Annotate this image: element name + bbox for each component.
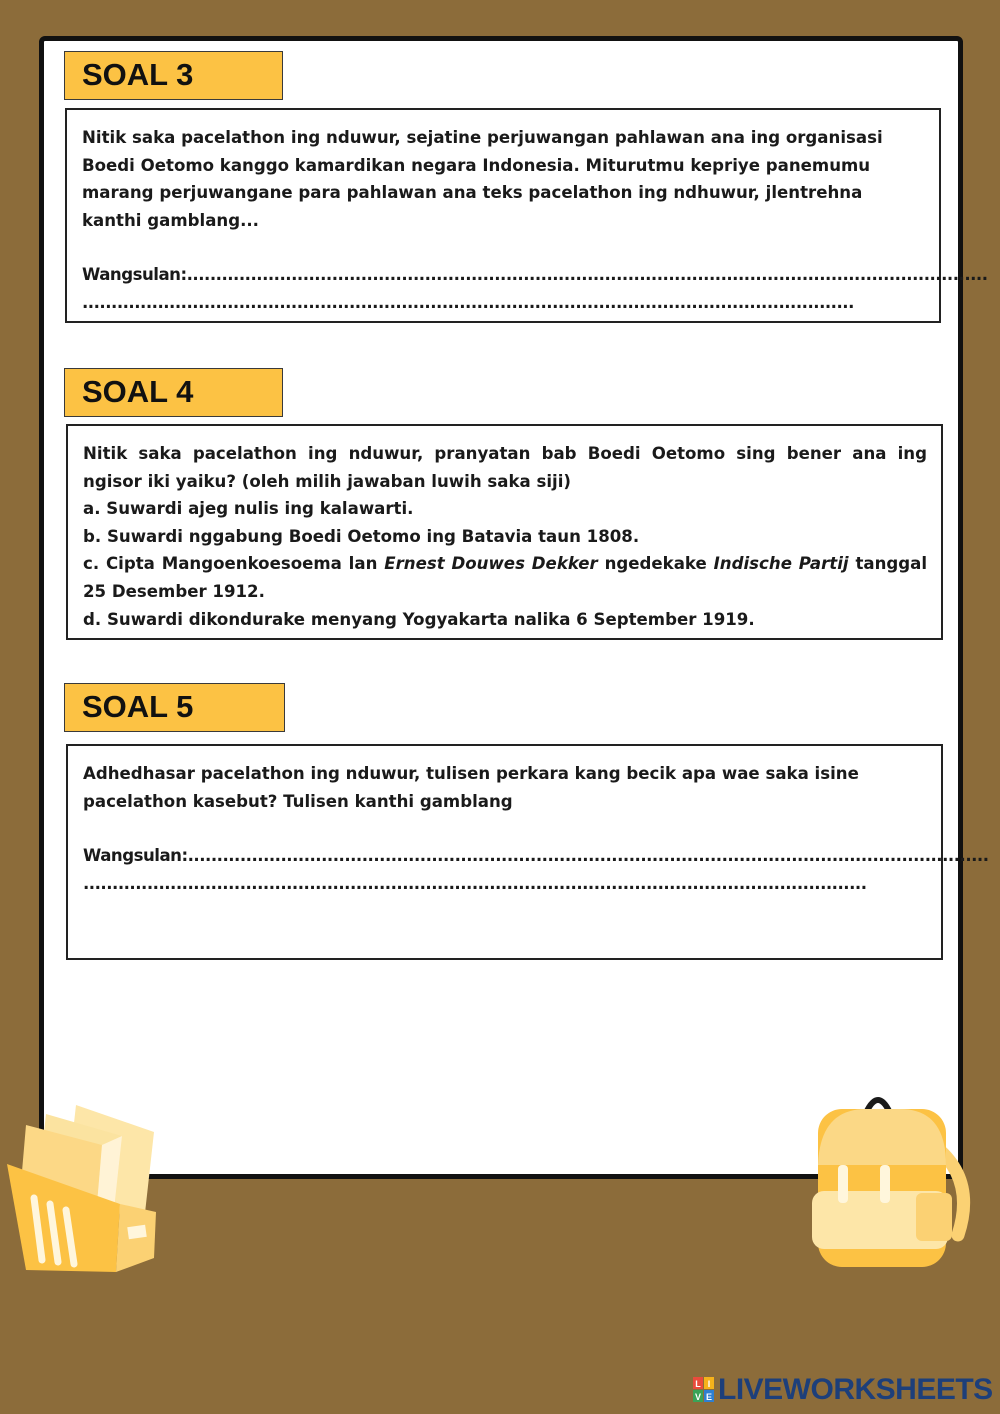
- option-c-text-1: c. Cipta Mangoenkoesoema lan: [83, 554, 378, 574]
- soal-5-box: [66, 744, 989, 960]
- option-c-name-1: Ernest Douwes Dekker: [384, 554, 598, 574]
- badge-letter-l: L: [695, 1379, 701, 1389]
- backpack-icon: [808, 1085, 973, 1270]
- badge-letter-i: I: [707, 1379, 711, 1389]
- soal-3-label: SOAL 3: [64, 51, 283, 100]
- soal-4-option-c[interactable]: [83, 550, 927, 605]
- soal-5-label: SOAL 5: [64, 683, 285, 732]
- badge-letter-e: E: [705, 1392, 713, 1402]
- soal-3-box: [65, 108, 988, 323]
- soal-4-box: [66, 424, 943, 640]
- soal-3-answer-line-1[interactable]: Wangsulan:..........................................................................................................................................: [82, 265, 988, 285]
- soal-3-question: Nitik saka pacelathon ing nduwur, sejatine perjuwangan pahlawan ana ing organisasi Boedi Oetomo kanggo kamardikan negara Indonesia. Miturutmu kepriye panemumu marang perjuwangane para pahlawan ana teks pacelathon ing ndhuwur, jlentrehna kanthi gamblang...: [82, 128, 883, 230]
- soal-4-question: Nitik saka pacelathon ing nduwur, pranyatan bab Boedi Oetomo sing bener ana ing ngisor iki yaiku? (oleh milih jawaban luwih saka siji): [83, 444, 927, 491]
- soal-5-question: Adhedhasar pacelathon ing nduwur, tulisen perkara kang becik apa wae saka isine pacelathon kasebut? Tulisen kanthi gamblang: [83, 764, 859, 811]
- soal-4-option-a[interactable]: a. Suwardi ajeg nulis ing kalawarti.: [83, 499, 414, 519]
- liveworksheets-text: LIVEWORKSHEETS: [718, 1373, 993, 1406]
- soal-5-answer-line-2[interactable]: .......................................................................................................................................: [83, 873, 867, 893]
- soal-4-option-b[interactable]: b. Suwardi nggabung Boedi Oetomo ing Batavia taun 1808.: [83, 526, 640, 546]
- liveworksheets-logo: [693, 1373, 993, 1407]
- file-box-icon: [4, 1100, 164, 1275]
- live-badge-icon: [693, 1377, 715, 1403]
- option-c-text-2: ngedekake: [604, 554, 707, 574]
- soal-4-label: SOAL 4: [64, 368, 283, 417]
- option-c-name-2: Indische Partij: [713, 554, 849, 574]
- soal-3-answer-line-2[interactable]: .....................................................................................................................................: [82, 292, 854, 312]
- badge-letter-v: V: [694, 1392, 702, 1402]
- option-c-text-3: tanggal 25 Desember 1912.: [83, 554, 928, 601]
- soal-4-option-d[interactable]: d. Suwardi dikondurake menyang Yogyakarta nalika 6 September 1919.: [83, 609, 755, 629]
- soal-5-answer-line-1[interactable]: Wangsulan:..........................................................................................................................................: [83, 846, 989, 866]
